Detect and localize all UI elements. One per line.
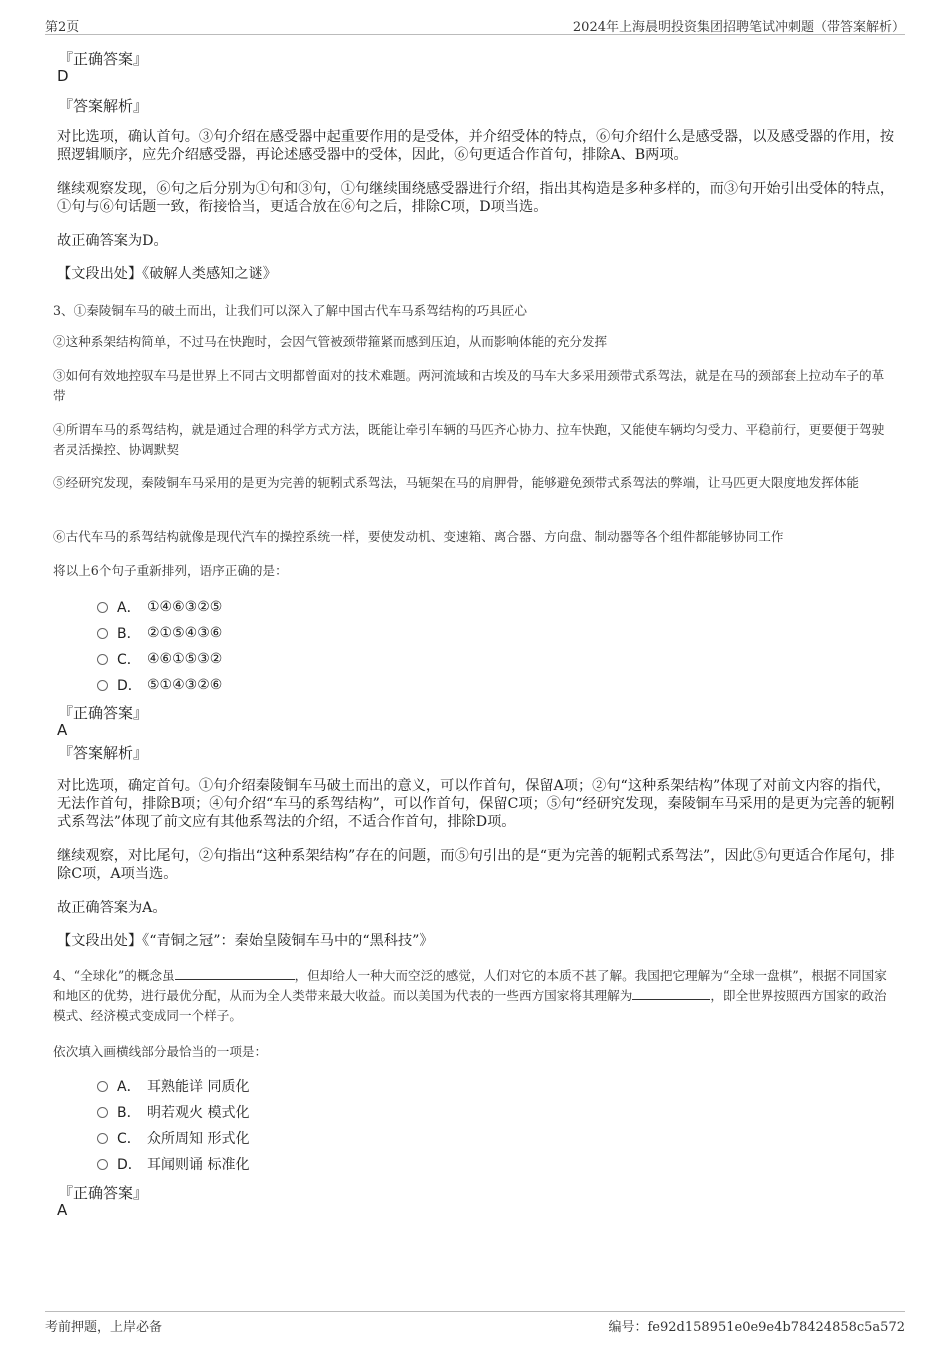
q3-option-d[interactable] — [97, 676, 222, 694]
option-text: 耳闻则诵 标准化 — [147, 1157, 250, 1173]
q4-option-b[interactable] — [97, 1103, 249, 1121]
radio-button-icon[interactable] — [97, 654, 108, 665]
q3-answer-value: A — [57, 721, 68, 739]
q3-analysis-paragraph-1: 对比选项，确定首句。①句介绍秦陵铜车马破土而出的意义，可以作首句，保留A项；②句“这种系架结构”体现了对前文内容的指代，无法作首句，排除B项；④句介绍“车马的系驾结构”，可以作首句，保留C项；⑤句“经研究发现，秦陵铜车马采用的是更为完善的轭靷式系驾法”体现了前文应有其他系驾法的介绍，不适合作首句，排除D项。 — [57, 778, 895, 830]
page-footer — [45, 1311, 905, 1336]
q2-source: 【文段出处】《破解人类感知之谜》 — [57, 266, 277, 282]
q4-stem-part-2: ，但却给人一种大而空泛的感觉，人们对它的本质不甚了解。我国把它理解为“全球一盘棋”，根据不同国家和地区的优势，进行最优分配，从而为全人类带来最大收益。而以美国为代表的一些西方国家将其理解为 — [53, 968, 887, 1003]
q4-prompt: 依次填入画横线部分最恰当的一项是： — [53, 1044, 268, 1059]
option-text: ②①⑤④③⑥ — [147, 625, 223, 641]
q3-option-b[interactable] — [97, 624, 222, 642]
option-text: ①④⑥③②⑤ — [147, 599, 223, 615]
q2-analysis-paragraph-1: 对比选项，确认首句。③句介绍在感受器中起重要作用的是受体，并介绍受体的特点，⑥句介绍什么是感受器，以及感受器的作用，按照逻辑顺序，应先介绍感受器，再论述感受器中的受体，因此，⑥句更适合作首句，排除A、B两项。 — [57, 129, 895, 163]
radio-button-icon[interactable] — [97, 628, 108, 639]
option-text: 耳熟能详 同质化 — [147, 1079, 250, 1095]
q3-answer-label: 『正确答案』 — [58, 704, 149, 722]
option-letter: A． — [117, 600, 141, 616]
q3-sentence-1: 3、①秦陵铜车马的破土而出，让我们可以深入了解中国古代车马系驾结构的巧具匠心 — [53, 303, 527, 318]
option-letter: C． — [117, 652, 141, 668]
footer-slogan: 考前押题，上岸必备 — [45, 1320, 163, 1335]
q4-answer-value: A — [57, 1201, 68, 1219]
q4-stem — [53, 966, 895, 1026]
q4-answer-label: 『正确答案』 — [58, 1184, 149, 1202]
q3-sentence-3: ③如何有效地控驭车马是世界上不同古文明都曾面对的技术难题。两河流域和古埃及的马车大多采用颈带式系驾法，就是在马的颈部套上拉动车子的革带 — [53, 368, 885, 403]
q3-option-c[interactable] — [97, 650, 222, 668]
option-text: 众所周知 形式化 — [147, 1131, 250, 1147]
page-number: 第2页 — [45, 20, 80, 35]
q4-stem-part-3: ，即全世界按照西方国家的政治模式、经济模式变成同一个样子。 — [53, 988, 887, 1023]
option-letter: D． — [117, 678, 142, 694]
document-title: 2024年上海晨明投资集团招聘笔试冲刺题（带答案解析） — [572, 20, 905, 35]
q4-option-d[interactable] — [97, 1155, 249, 1173]
q2-analysis-paragraph-2: 继续观察发现，⑥句之后分别为①句和③句，①句继续围绕感受器进行介绍，指出其构造是多种多样的，而③句开始引出受体的特点，①句与⑥句话题一致，衔接恰当，更适合放在⑥句之后，排除C项，D项当选。 — [57, 181, 895, 215]
q4-blank-1 — [175, 967, 295, 980]
q3-analysis-paragraph-2: 继续观察，对比尾句，②句指出“这种系架结构”存在的问题，而⑤句引出的是“更为完善的轭靷式系驾法”，因此⑤句更适合作尾句，排除C项，A项当选。 — [57, 848, 895, 882]
q4-stem-part-1: 4、“全球化”的概念虽 — [53, 968, 175, 983]
radio-button-icon[interactable] — [97, 680, 108, 691]
q3-option-a[interactable] — [97, 598, 222, 616]
q3-sentence-6: ⑥古代车马的系驾结构就像是现代汽车的操控系统一样，要使发动机、变速箱、离合器、方向盘、制动器等各个组件都能够协同工作 — [53, 529, 784, 544]
q3-sentence-5: ⑤经研究发现，秦陵铜车马采用的是更为完善的轭靷式系驾法，马轭架在马的肩胛骨，能够避免颈带式系驾法的弊端，让马匹更大限度地发挥体能 — [53, 475, 859, 490]
option-letter: A． — [117, 1079, 141, 1095]
option-letter: B． — [117, 1105, 141, 1121]
page-header — [45, 14, 905, 35]
q2-analysis-paragraph-3: 故正确答案为D。 — [57, 233, 168, 249]
q3-sentence-4: ④所谓车马的系驾结构，就是通过合理的科学方式方法，既能让牵引车辆的马匹齐心协力、拉车快跑，又能使车辆均匀受力、平稳前行，更要便于驾驶者灵活操控、协调默契 — [53, 422, 885, 457]
q3-sentence-2: ②这种系架结构简单，不过马在快跑时，会因气管被颈带箍紧而感到压迫，从而影响体能的充分发挥 — [53, 334, 608, 349]
option-letter: D． — [117, 1157, 142, 1173]
option-letter: B． — [117, 626, 141, 642]
q3-analysis-paragraph-3: 故正确答案为A。 — [57, 900, 167, 916]
q2-answer-value: D — [57, 67, 69, 85]
radio-button-icon[interactable] — [97, 1107, 108, 1118]
q2-analysis-label: 『答案解析』 — [58, 97, 149, 115]
q3-prompt: 将以上6个句子重新排列，语序正确的是： — [53, 563, 288, 578]
radio-button-icon[interactable] — [97, 1081, 108, 1092]
option-text: ⑤①④③②⑥ — [147, 677, 223, 693]
document-code: 编号：fe92d158951e0e9e4b78424858c5a572 — [608, 1320, 905, 1335]
option-letter: C． — [117, 1131, 141, 1147]
radio-button-icon[interactable] — [97, 602, 108, 613]
q4-blank-2 — [632, 987, 710, 1000]
q2-answer-label: 『正确答案』 — [58, 50, 149, 68]
q3-analysis-label: 『答案解析』 — [58, 744, 149, 762]
q3-source: 【文段出处】《“青铜之冠”：秦始皇陵铜车马中的“黑科技”》 — [57, 933, 434, 949]
option-text: 明若观火 模式化 — [147, 1105, 250, 1121]
option-text: ④⑥①⑤③② — [147, 651, 223, 667]
q4-option-c[interactable] — [97, 1129, 249, 1147]
radio-button-icon[interactable] — [97, 1159, 108, 1170]
q4-option-a[interactable] — [97, 1077, 249, 1095]
radio-button-icon[interactable] — [97, 1133, 108, 1144]
